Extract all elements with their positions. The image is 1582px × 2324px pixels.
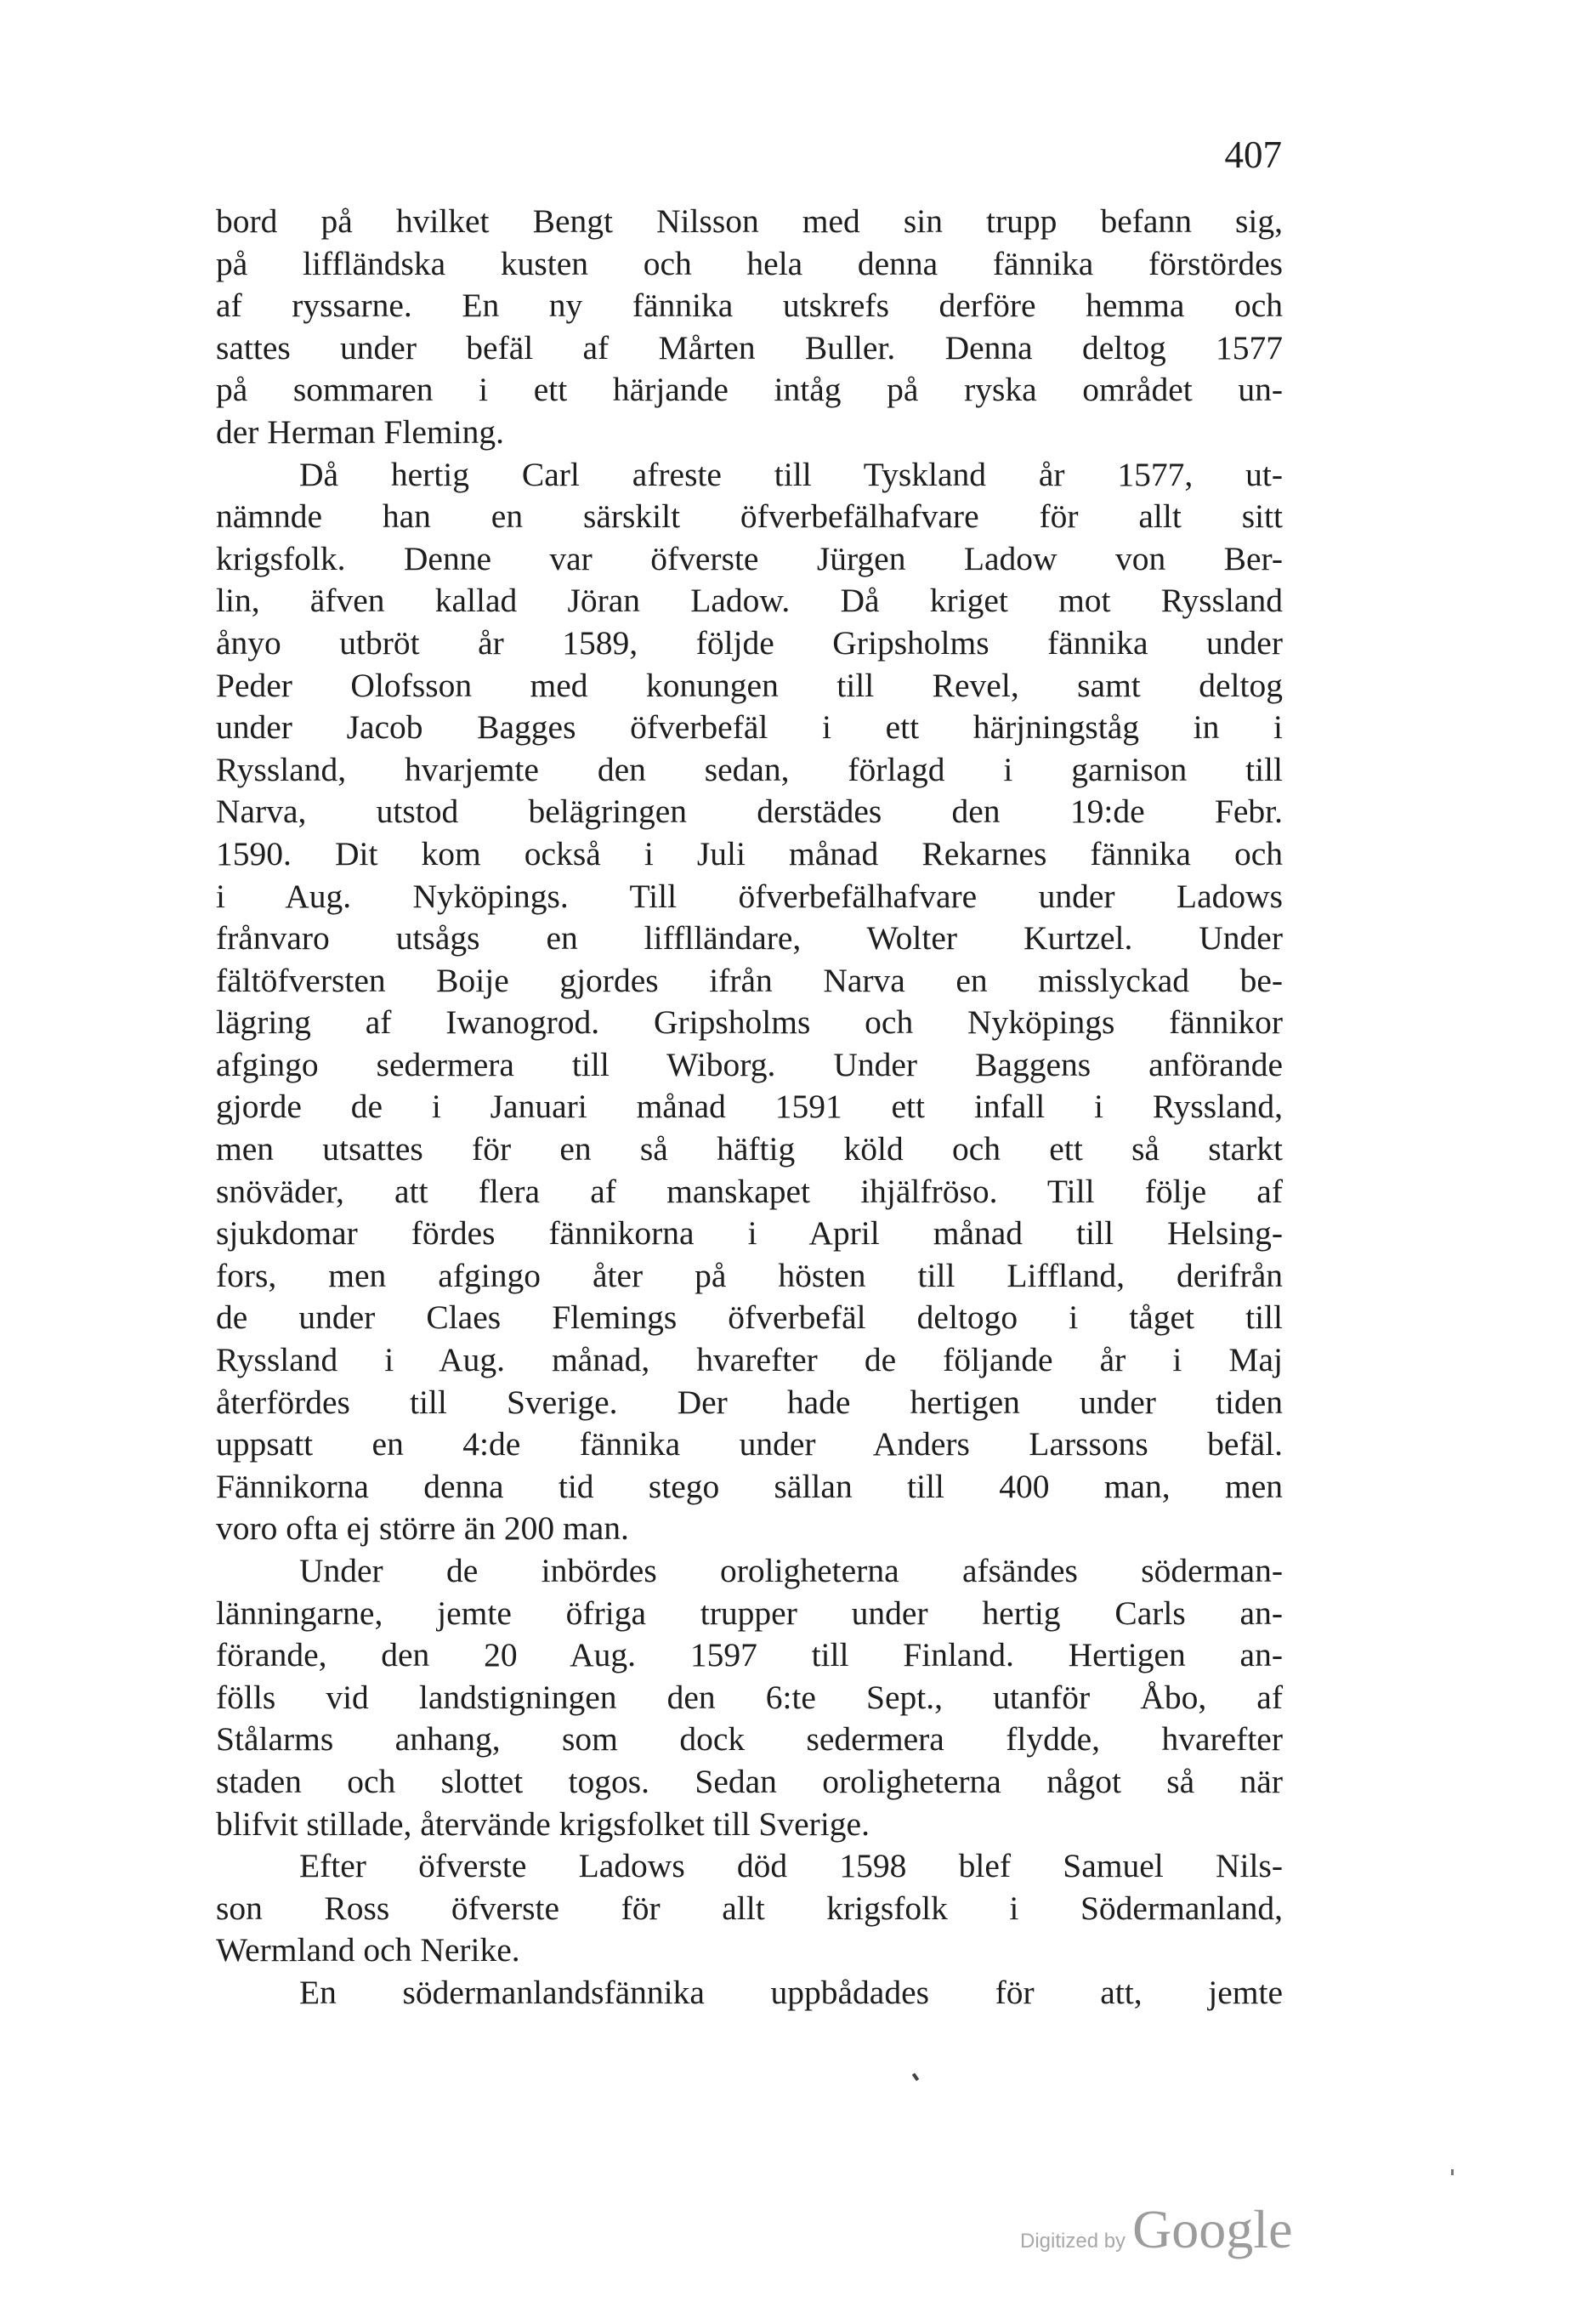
text-line: Fännikorna denna tid stego sällan till 400 man, men [216, 1467, 1283, 1505]
paragraph-start: Då hertig Carl afreste till Tyskland år 1577, ut- [299, 455, 1283, 493]
ink-speck [912, 2073, 919, 2082]
paragraph-start: En södermanlandsfännika uppbådades för att, jemte [299, 1973, 1283, 2011]
text-line: frånvaro utsågs en lifflländare, Wolter Kurtzel. Under [216, 919, 1283, 957]
google-watermark [1020, 2198, 1292, 2261]
text-line: 1590. Dit kom också i Juli månad Rekarnes fännika och [216, 834, 1283, 872]
text-line: på sommaren i ett härjande intåg på ryska området un- [216, 371, 1283, 409]
ink-speck [1451, 2169, 1454, 2175]
text-line: Narva, utstod belägringen derstädes den 19:de Febr. [216, 793, 1283, 831]
text-line: nämnde han en särskilt öfverbefälhafvare för allt sitt [216, 497, 1283, 536]
text-line: förande, den 20 Aug. 1597 till Finland. Hertigen an- [216, 1636, 1283, 1674]
text-line: son Ross öfverste för allt krigsfolk i Södermanland, [216, 1889, 1283, 1927]
text-line: sattes under befäl af Mårten Buller. Denna deltog 1577 [216, 328, 1283, 366]
paragraph-start: Efter öfverste Ladows död 1598 blef Samuel Nils- [299, 1847, 1283, 1885]
text-line: sjukdomar fördes fännikorna i April månad till Helsing- [216, 1214, 1283, 1253]
text-line: länningarne, jemte öfriga trupper under hertig Carls an- [216, 1594, 1283, 1632]
text-line: de under Claes Flemings öfverbefäl deltogo i tåget till [216, 1298, 1283, 1337]
text-line: på liffländska kusten och hela denna fännika förstördes [216, 244, 1283, 282]
text-line: fors, men afgingo åter på hösten till Liffland, derifrån [216, 1256, 1283, 1294]
text-line: fältöfversten Boije gjordes ifrån Narva en misslyckad be- [216, 961, 1283, 999]
google-logo: Google [1132, 2199, 1293, 2259]
text-line: Ryssland, hvarjemte den sedan, förlagd i garnison till [216, 750, 1283, 788]
text-line: Ryssland i Aug. månad, hvarefter de följande år i Maj [216, 1341, 1283, 1379]
paragraph-start: Under de inbördes oroligheterna afsändes söderman- [299, 1552, 1283, 1589]
text-line: afgingo sedermera till Wiborg. Under Baggens anförande [216, 1045, 1283, 1083]
text-line: fölls vid landstigningen den 6:te Sept., utanför Åbo, af [216, 1678, 1283, 1716]
text-line: bord på hvilket Bengt Nilsson med sin trupp befann sig, [216, 202, 1283, 240]
text-line: gjorde de i Januari månad 1591 ett infall i Ryssland, [216, 1088, 1283, 1126]
text-line: i Aug. Nyköpings. Till öfverbefälhafvare under Ladows [216, 877, 1283, 915]
text-line: Stålarms anhang, som dock sedermera flydde, hvarefter [216, 1720, 1283, 1759]
text-line: Wermland och Nerike. [216, 1931, 520, 1969]
text-line: voro ofta ej större än 200 man. [216, 1509, 629, 1548]
text-line: lägring af Iwanogrod. Gripsholms och Nyköpings fännikor [216, 1003, 1283, 1042]
text-line: Peder Olofsson med konungen till Revel, samt deltog [216, 666, 1283, 704]
text-line: under Jacob Bagges öfverbefäl i ett härjningståg in i [216, 708, 1283, 747]
text-line: af ryssarne. En ny fännika utskrefs derföre hemma och [216, 287, 1283, 325]
page-number: 407 [1224, 134, 1282, 176]
text-line: krigsfolk. Denne var öfverste Jürgen Ladow von Ber- [216, 539, 1283, 577]
text-line: snöväder, att flera af manskapet ihjälfröso. Till följe af [216, 1172, 1283, 1210]
body-text [216, 201, 1283, 2014]
text-line: men utsattes för en så häftig köld och ett så starkt [216, 1130, 1283, 1168]
text-line: uppsatt en 4:de fännika under Anders Larssons befäl. [216, 1425, 1283, 1463]
text-line: der Herman Fleming. [216, 412, 504, 451]
text-line: ånyo utbröt år 1589, följde Gripsholms fännika under [216, 623, 1283, 662]
text-line: lin, äfven kallad Jöran Ladow. Då kriget mot Ryssland [216, 582, 1283, 620]
text-line: återfördes till Sverige. Der hade hertigen under tiden [216, 1383, 1283, 1421]
text-line: blifvit stillade, återvände krigsfolket till Sverige. [216, 1804, 870, 1843]
watermark-prefix: Digitized by [1020, 2230, 1126, 2253]
text-line: staden och slottet togos. Sedan oroligheterna något så när [216, 1762, 1283, 1800]
